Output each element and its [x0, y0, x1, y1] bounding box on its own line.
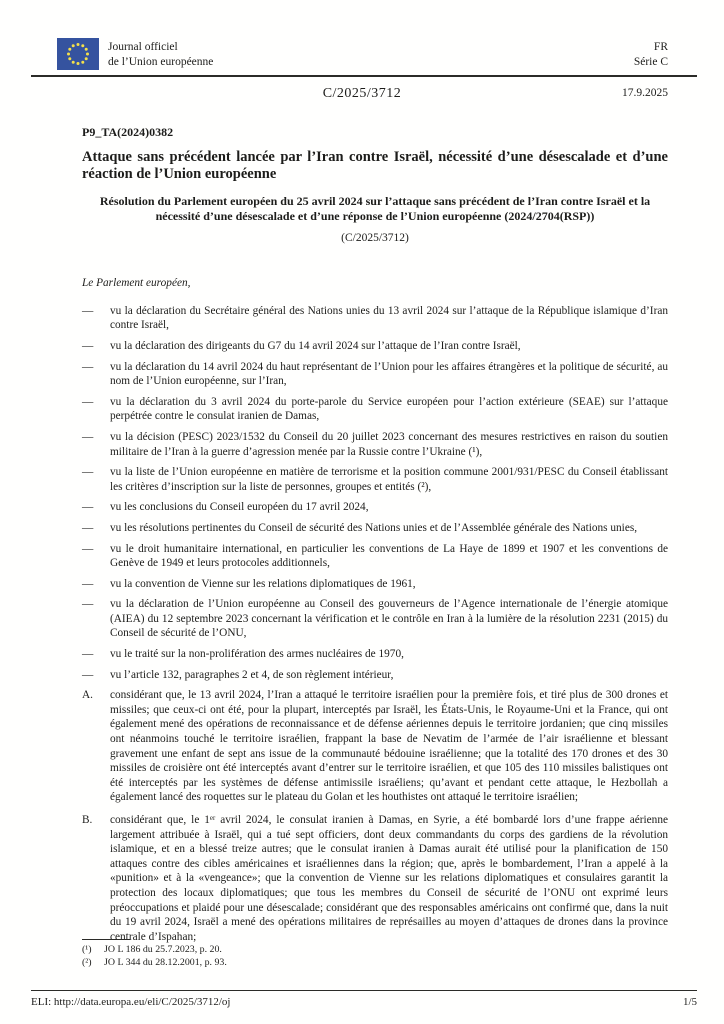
citation-item [82, 577, 668, 592]
eli-link[interactable]: ELI: http://data.europa.eu/eli/C/2025/3712/oj [31, 996, 231, 1008]
procedure-reference: P9_TA(2024)0382 [82, 125, 174, 139]
citation-dash: — [82, 521, 94, 534]
publication-date: 17.9.2025 [622, 87, 668, 99]
eu-flag-icon [57, 38, 99, 70]
language-code: FR [653, 41, 668, 53]
footnote-item [82, 944, 668, 957]
recital-item [82, 813, 668, 944]
document-body [82, 125, 668, 944]
citation-text: vu la convention de Vienne sur les relations diplomatiques de 1961, [110, 577, 416, 590]
citation-item [82, 597, 668, 641]
citation-dash: — [82, 577, 94, 590]
recital-text: considérant que, le 13 avril 2024, l’Iran a attaqué le territoire israélien pour la première fois, et tiré plus de 300 drones et missiles; que ceux-ci ont été, pour la plupart, interceptés par Israël, les États-Unis, le Royaume-Uni et la France, qui ont également mené des opérations de reconnaissance et de défense aériennes depuis le territoire jordanien; que cinq missiles ont néanmoins touché le territoire israélien, frappant la base de Nevatim de l’armée de l’air israélienne et blessant gravement une enfant de sept ans issue de la communauté bédouine israélienne; que la totalité des 170 drones et des 30 missiles de croisière ont été interceptés avant d’entrer sur le territoire israélien, et que 105 des 110 missiles balistiques ont été interceptés par les systèmes de défense antimissile israéliens; qu’avant et pendant cette attaque, le Hezbollah a également lancé des roquettes sur le plateau du Golan et les houthistes ont attaqué le territoire israélien; [110, 689, 668, 804]
citation-text: vu la déclaration du 14 avril 2024 du haut représentant de l’Union pour les affaires étrangères et la politique de sécurité, au nom de l’Union européenne, sur l’Iran, [110, 360, 668, 388]
journal-title-line2: de l’Union européenne [108, 56, 214, 68]
journal-header [0, 0, 724, 77]
citation-text: vu la déclaration de l’Union européenne au Conseil des gouverneurs de l’Agence internationale de l’énergie atomique (AIEA) du 12 septembre 2023 concernant la vérification et le contrôle en Iran à la lumière de la résolution 2231 (2015) du Conseil de sécurité de l’ONU, [110, 598, 668, 640]
citation-dash: — [82, 304, 94, 317]
citation-dash: — [82, 648, 94, 661]
citation-text: vu le droit humanitaire international, en particulier les conventions de La Haye de 1899 et 1907 et les conventions de Genève de 1949 et leurs protocoles additionnels, [110, 542, 668, 570]
citation-item [82, 304, 668, 333]
citation-text: vu l’article 132, paragraphes 2 et 4, de son règlement intérieur, [110, 668, 394, 681]
citation-item [82, 430, 668, 459]
footnote-separator [82, 939, 130, 940]
citation-text: vu le traité sur la non-prolifération des armes nucléaires de 1970, [110, 648, 404, 661]
celex-number: (C/2025/3712) [341, 231, 409, 244]
citation-text: vu la décision (PESC) 2023/1532 du Conseil du 20 juillet 2023 concernant des mesures restrictives en raison du soutien militaire de l’Iran à la guerre d’agression menée par la Russie contre l’Ukraine (¹), [110, 430, 668, 458]
citation-text: vu la déclaration du Secrétaire général des Nations unies du 13 avril 2024 sur l’attaque de la République islamique d’Iran contre Israël, [110, 304, 668, 332]
meta-row [0, 86, 724, 108]
citation-dash: — [82, 339, 94, 352]
footnotes-section [82, 939, 668, 969]
header-rule [31, 75, 697, 77]
series-label: Série C [633, 56, 668, 68]
footnote-item [82, 957, 668, 970]
language-series [634, 38, 668, 70]
citation-text: vu la liste de l’Union européenne en matière de terrorisme et la position commune 2001/931/PESC du Conseil établissant les critères d’inscription sur la liste de personnes, groupes et entités (²), [110, 466, 668, 493]
footnote-text: JO L 344 du 28.12.2001, p. 93. [104, 956, 227, 968]
recital-letter: A. [82, 689, 93, 702]
document-number: C/2025/3712 [322, 86, 402, 101]
citation-text: vu la déclaration des dirigeants du G7 du 14 avril 2024 sur l’attaque de l’Iran contre Israël, [110, 339, 521, 352]
citation-item [82, 647, 668, 662]
recital-letter: B. [82, 814, 93, 826]
citation-dash: — [82, 430, 94, 443]
citation-text: vu les conclusions du Conseil européen du 17 avril 2024, [110, 501, 369, 514]
footnote-text: JO L 186 du 25.7.2023, p. 20. [104, 944, 222, 955]
footnote-marker: (¹) [82, 944, 92, 955]
citation-dash: — [82, 360, 94, 373]
page-footer [31, 990, 697, 1008]
citation-item [82, 395, 668, 424]
recital-item [82, 688, 668, 805]
citation-text: vu les résolutions pertinentes du Conseil de sécurité des Nations unies et de l’Assemblée générale des Nations unies, [110, 521, 638, 534]
citation-dash: — [82, 501, 94, 514]
citation-dash: — [82, 668, 94, 681]
citation-item [82, 500, 668, 515]
recital-text: considérant que, le 1ᵉʳ avril 2024, le consulat iranien à Damas, en Syrie, a été bombardé lors d’une frappe aérienne largement attribuée à Israël, qui a tué sept officiers, dont deux commandants du corps des gardiens de la révolution islamique, et en a blessé treize autres; que le consulat iranien à Damas aurait été utilisé pour la planification de 150 attaques contre des cibles américaines et israéliennes dans la région; que, après le bombardement, l’Iran a appelé à la «punition» et à la «vengeance»; que la convention de Vienne sur les relations diplomatiques et consulaires garantit la protection des locaux diplomatiques; que tous les membres du Conseil de sécurité de l’ONU ont exprimé leurs préoccupations et plaidé pour une désescalade; considérant que des responsables américains ont confirmé que, dans la nuit du 19 avril 2024, Israël a mené des opérations militaires de représailles au moyen d’attaques de drones dans la province centrale d’Ispahan; [110, 814, 668, 943]
document-subtitle: Résolution du Parlement européen du 25 avril 2024 sur l’attaque sans précédent de l’Iran contre Israël et la nécessité d’une désescalade et d’une réponse de l’Union européenne (2024/2704(RSP)) [99, 193, 651, 223]
citation-dash: — [82, 598, 94, 611]
citation-item [82, 339, 668, 354]
journal-title-line1: Journal officiel [108, 41, 178, 53]
citation-dash: — [82, 466, 94, 479]
preamble-intro: Le Parlement européen, [82, 277, 191, 290]
citation-item [82, 360, 668, 389]
citation-dash: — [82, 542, 94, 555]
citation-item [82, 521, 668, 536]
footnote-marker: (²) [82, 956, 92, 968]
citation-item [82, 542, 668, 571]
citation-item [82, 668, 668, 683]
citation-item [82, 465, 668, 494]
document-title: Attaque sans précédent lancée par l’Iran contre Israël, nécessité d’une désescalade et d’une réaction de l’Union européenne [82, 148, 668, 182]
citation-text: vu la déclaration du 3 avril 2024 du porte-parole du Service européen pour l’action extérieure (SEAE) sur l’attaque perpétrée contre le consulat iranien de Damas, [110, 395, 668, 423]
page-number: 1/5 [682, 996, 697, 1008]
journal-title [108, 38, 213, 70]
citation-dash: — [82, 395, 94, 408]
